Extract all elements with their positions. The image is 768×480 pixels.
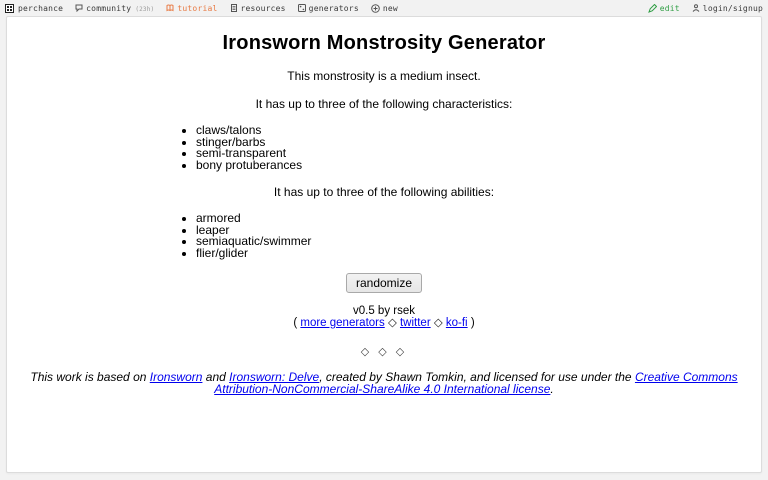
list-item: • leaper <box>196 225 614 237</box>
edit-button[interactable] <box>648 4 680 13</box>
list-item: • stinger/barbs <box>196 137 614 149</box>
characteristics-heading: It has up to three of the following characteristics: <box>255 97 513 111</box>
kofi-link[interactable]: ko-fi <box>445 317 468 329</box>
list-item: • semi-transparent <box>196 148 614 160</box>
nav-tutorial[interactable] <box>166 4 217 13</box>
top-bar <box>0 0 768 16</box>
nav-resources[interactable] <box>230 4 286 13</box>
diamond-separator: ◇ <box>430 317 446 329</box>
abilities-list <box>154 213 614 259</box>
document-icon <box>230 4 238 12</box>
speech-bubble-icon <box>75 4 83 12</box>
nav-new[interactable] <box>371 4 398 13</box>
perchance-logo-icon <box>5 4 14 13</box>
person-icon <box>692 4 700 12</box>
page-title: Ironsworn Monstrosity Generator <box>222 32 546 54</box>
generator-panel <box>6 16 762 473</box>
generator-output <box>154 69 614 329</box>
diamond-divider: ◇ ◇ ◇ <box>360 346 408 358</box>
more-generators-link[interactable]: more generators <box>300 317 385 329</box>
nav-generators[interactable] <box>298 4 359 13</box>
version-credit: v0.5 by rsek <box>353 305 415 317</box>
brand[interactable] <box>5 4 63 13</box>
list-item: • armored <box>196 213 614 225</box>
book-icon <box>166 4 174 12</box>
ironsworn-delve-link[interactable]: Ironsworn: Delve <box>229 370 320 384</box>
brand-label: perchance <box>18 3 64 13</box>
credit-links <box>154 317 614 329</box>
list-item: • bony protuberances <box>196 160 614 172</box>
randomize-button[interactable]: randomize <box>346 273 422 293</box>
nav-resources-label: resources <box>240 3 286 13</box>
twitter-link[interactable]: twitter <box>399 317 431 329</box>
nav-generators-label: generators <box>308 3 359 13</box>
creative-commons-link[interactable]: Creative Commons Attribution-NonCommercial-ShareAlike 4.0 International license <box>214 370 738 396</box>
license-text: This work is based on <box>30 370 150 384</box>
pencil-icon <box>648 4 657 13</box>
license-text: , created by Shawn Tomkin, and licensed for use under the <box>319 370 635 384</box>
monstrosity-intro: This monstrosity is a medium insect. <box>287 69 481 83</box>
list-item: • flier/glider <box>196 248 614 260</box>
characteristics-list <box>154 125 614 171</box>
diamond-separator: ◇ <box>384 317 400 329</box>
nav-new-label: new <box>382 3 398 13</box>
abilities-heading: It has up to three of the following abilities: <box>273 185 495 199</box>
plus-circle-icon <box>371 4 380 13</box>
nav-community-label: community <box>86 3 132 13</box>
login-signup-label: login/signup <box>702 3 763 13</box>
license-text: . <box>550 381 554 396</box>
paren-open: ( <box>293 317 301 329</box>
ironsworn-link[interactable]: Ironsworn <box>149 370 203 384</box>
license-note <box>13 372 755 395</box>
dice-icon <box>298 4 306 12</box>
top-bar-right <box>648 4 763 13</box>
list-item: • claws/talons <box>196 125 614 137</box>
list-item: • semiaquatic/swimmer <box>196 236 614 248</box>
nav-tutorial-label: tutorial <box>177 3 218 13</box>
license-text: and <box>202 370 230 384</box>
login-signup-button[interactable] <box>692 4 763 13</box>
nav-community[interactable] <box>75 4 154 13</box>
community-count: (23h) <box>135 5 155 13</box>
paren-close: ) <box>467 317 475 329</box>
edit-label: edit <box>659 3 680 13</box>
